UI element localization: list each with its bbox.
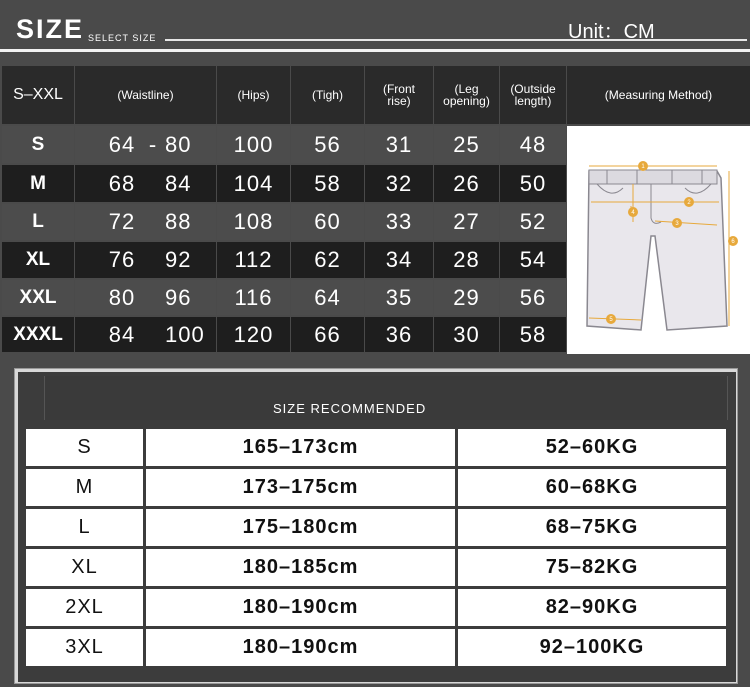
leg-opening-value: 28 [453,247,480,272]
waist-max: 96 [165,284,192,310]
leg-opening-value: 30 [453,321,480,347]
hips-value: 108 [233,209,274,234]
size-table-cell [500,317,566,352]
recommended-size-cell: 3XL [26,629,143,666]
waist-min: 76 [108,247,136,272]
page-title: SIZE [16,14,85,44]
recommended-size-cell: 2XL [26,589,143,626]
waist-max: 88 [165,209,192,234]
leg-opening-value: 25 [453,131,480,157]
size-table-cell [217,280,290,315]
size-table-cell [217,204,290,240]
front-rise-value: 31 [385,131,413,157]
size-table-cell [291,126,364,163]
column-header-label: (Hips) [237,88,270,102]
waist-min: 68 [108,170,136,196]
thigh-value: 62 [314,247,341,272]
column-header-cell [365,66,433,124]
header [0,0,750,62]
size-table-cell [291,242,364,278]
recommended-weight-cell: 92–100KG [458,629,726,666]
size-table-cell [291,165,364,202]
header-divider [165,39,747,41]
measuring-method-header [567,66,750,124]
column-header-cell [2,66,74,124]
recommended-weight-cell: 52–60KG [458,429,726,466]
size-table-cell [500,242,566,278]
size-table-cell [500,204,566,240]
column-header-label: S–XXL [13,86,63,103]
measuring-diagram [567,126,750,354]
size-row-label [2,242,74,278]
size-table-cell [365,204,433,240]
thigh-value: 60 [314,209,341,234]
column-header-cell [434,66,499,124]
waist-max: 84 [165,170,192,196]
waist-min: 84 [108,321,136,347]
recommended-height-cell: 165–173cm [146,429,455,466]
size-label: XL [25,249,51,270]
thigh-value: 56 [314,131,341,157]
waist-max: 92 [165,247,192,272]
hips-value: 104 [233,170,274,196]
size-row-label [2,165,74,202]
size-table-cell [217,126,290,163]
size-table-cell [434,280,499,315]
size-table-cell [500,165,566,202]
size-table-cell [500,280,566,315]
hips-value: 112 [234,247,273,272]
measuring-method-label: (Measuring Method) [604,88,713,102]
size-label: M [30,172,46,194]
marker-4: 4 [631,210,635,216]
size-table-cell [291,204,364,240]
leg-opening-value: 26 [453,170,480,196]
size-table-cell [217,165,290,202]
size-table-cell [365,242,433,278]
size-table-cell [291,280,364,315]
recommended-height-cell: 180–190cm [146,589,455,626]
recommended-size-cell: M [26,469,143,506]
thigh-value: 64 [314,284,341,310]
marker-3: 3 [675,221,679,227]
outside-length-value: 52 [519,209,547,234]
size-label: S [31,133,45,155]
column-header-cell [291,66,364,124]
front-rise-value: 36 [385,321,413,347]
column-header-cell [500,66,566,124]
size-table-cell [291,317,364,352]
page-subtitle: SELECT SIZE [88,33,157,43]
size-table-cell [500,126,566,163]
recommended-weight-cell: 75–82KG [458,549,726,586]
column-header-cell [75,66,216,124]
shorts-diagram [567,126,750,354]
waist-max: 80 [165,131,192,157]
size-table-cell [75,204,216,240]
size-label: XXL [19,286,57,308]
outside-length-value: 56 [519,284,547,310]
recommended-size-cell: L [26,509,143,546]
column-header-label: (Tigh) [312,88,343,102]
size-table-cell [365,317,433,352]
waist-min: 64 [108,131,136,157]
recommended-height-cell: 180–190cm [146,629,455,666]
front-rise-value: 33 [385,209,413,234]
hips-value: 116 [234,284,273,310]
size-row-label [2,204,74,240]
recommended-weight-cell: 68–75KG [458,509,726,546]
hips-value: 120 [233,321,274,347]
size-table-cell [434,242,499,278]
outside-length-value: 48 [519,131,547,157]
size-table-cell [434,165,499,202]
leg-opening-value: 29 [453,284,480,310]
recommended-height-cell: 173–175cm [146,469,455,506]
column-header-cell [217,66,290,124]
recommended-title: SIZE RECOMMENDED [273,401,427,416]
size-table-cell [365,280,433,315]
thigh-value: 66 [314,321,341,347]
unit-label: Unit：CM [568,21,655,43]
recommended-weight-cell: 60–68KG [458,469,726,506]
front-rise-value: 32 [385,170,413,196]
recommended-size-cell: S [26,429,143,466]
waist-max: 100 [165,321,205,347]
marker-6: 6 [731,239,735,245]
size-table-cell [75,126,216,163]
size-table-cell [75,242,216,278]
size-table-cell [365,126,433,163]
marker-5: 5 [609,317,613,323]
size-table-cell [217,242,290,278]
size-label: L [32,211,44,232]
recommended-weight-cell: 82–90KG [458,589,726,626]
recommended-height-cell: 180–185cm [146,549,455,586]
size-table-cell [365,165,433,202]
column-header-label: (Waistline) [117,88,174,102]
size-table-cell [217,317,290,352]
front-rise-value: 34 [385,247,413,272]
size-row-label [2,280,74,315]
waist-separator: - [148,131,158,157]
size-label: XXXL [13,323,63,345]
hips-value: 100 [233,131,274,157]
size-table-cell [434,204,499,240]
size-table-cell [75,165,216,202]
column-header-label: (Outside length) [510,82,556,108]
outside-length-value: 54 [519,247,547,272]
size-row-label [2,317,74,352]
outside-length-value: 58 [519,321,547,347]
size-table-cell [75,317,216,352]
size-table-cell [75,280,216,315]
size-table-cell [434,317,499,352]
column-header-label: (Front rise) [382,82,415,108]
outside-length-value: 50 [519,170,547,196]
leg-opening-value: 27 [453,209,480,234]
waist-min: 72 [108,209,136,234]
waist-min: 80 [108,284,136,310]
header-rule [0,49,750,52]
marker-1: 1 [641,164,645,170]
column-header-label: (Leg opening) [443,82,490,108]
front-rise-value: 35 [385,284,413,310]
size-row-label [2,126,74,163]
marker-2: 2 [687,200,691,206]
thigh-value: 58 [314,170,341,196]
recommended-height-cell: 175–180cm [146,509,455,546]
recommended-size-cell: XL [26,549,143,586]
size-table-cell [434,126,499,163]
